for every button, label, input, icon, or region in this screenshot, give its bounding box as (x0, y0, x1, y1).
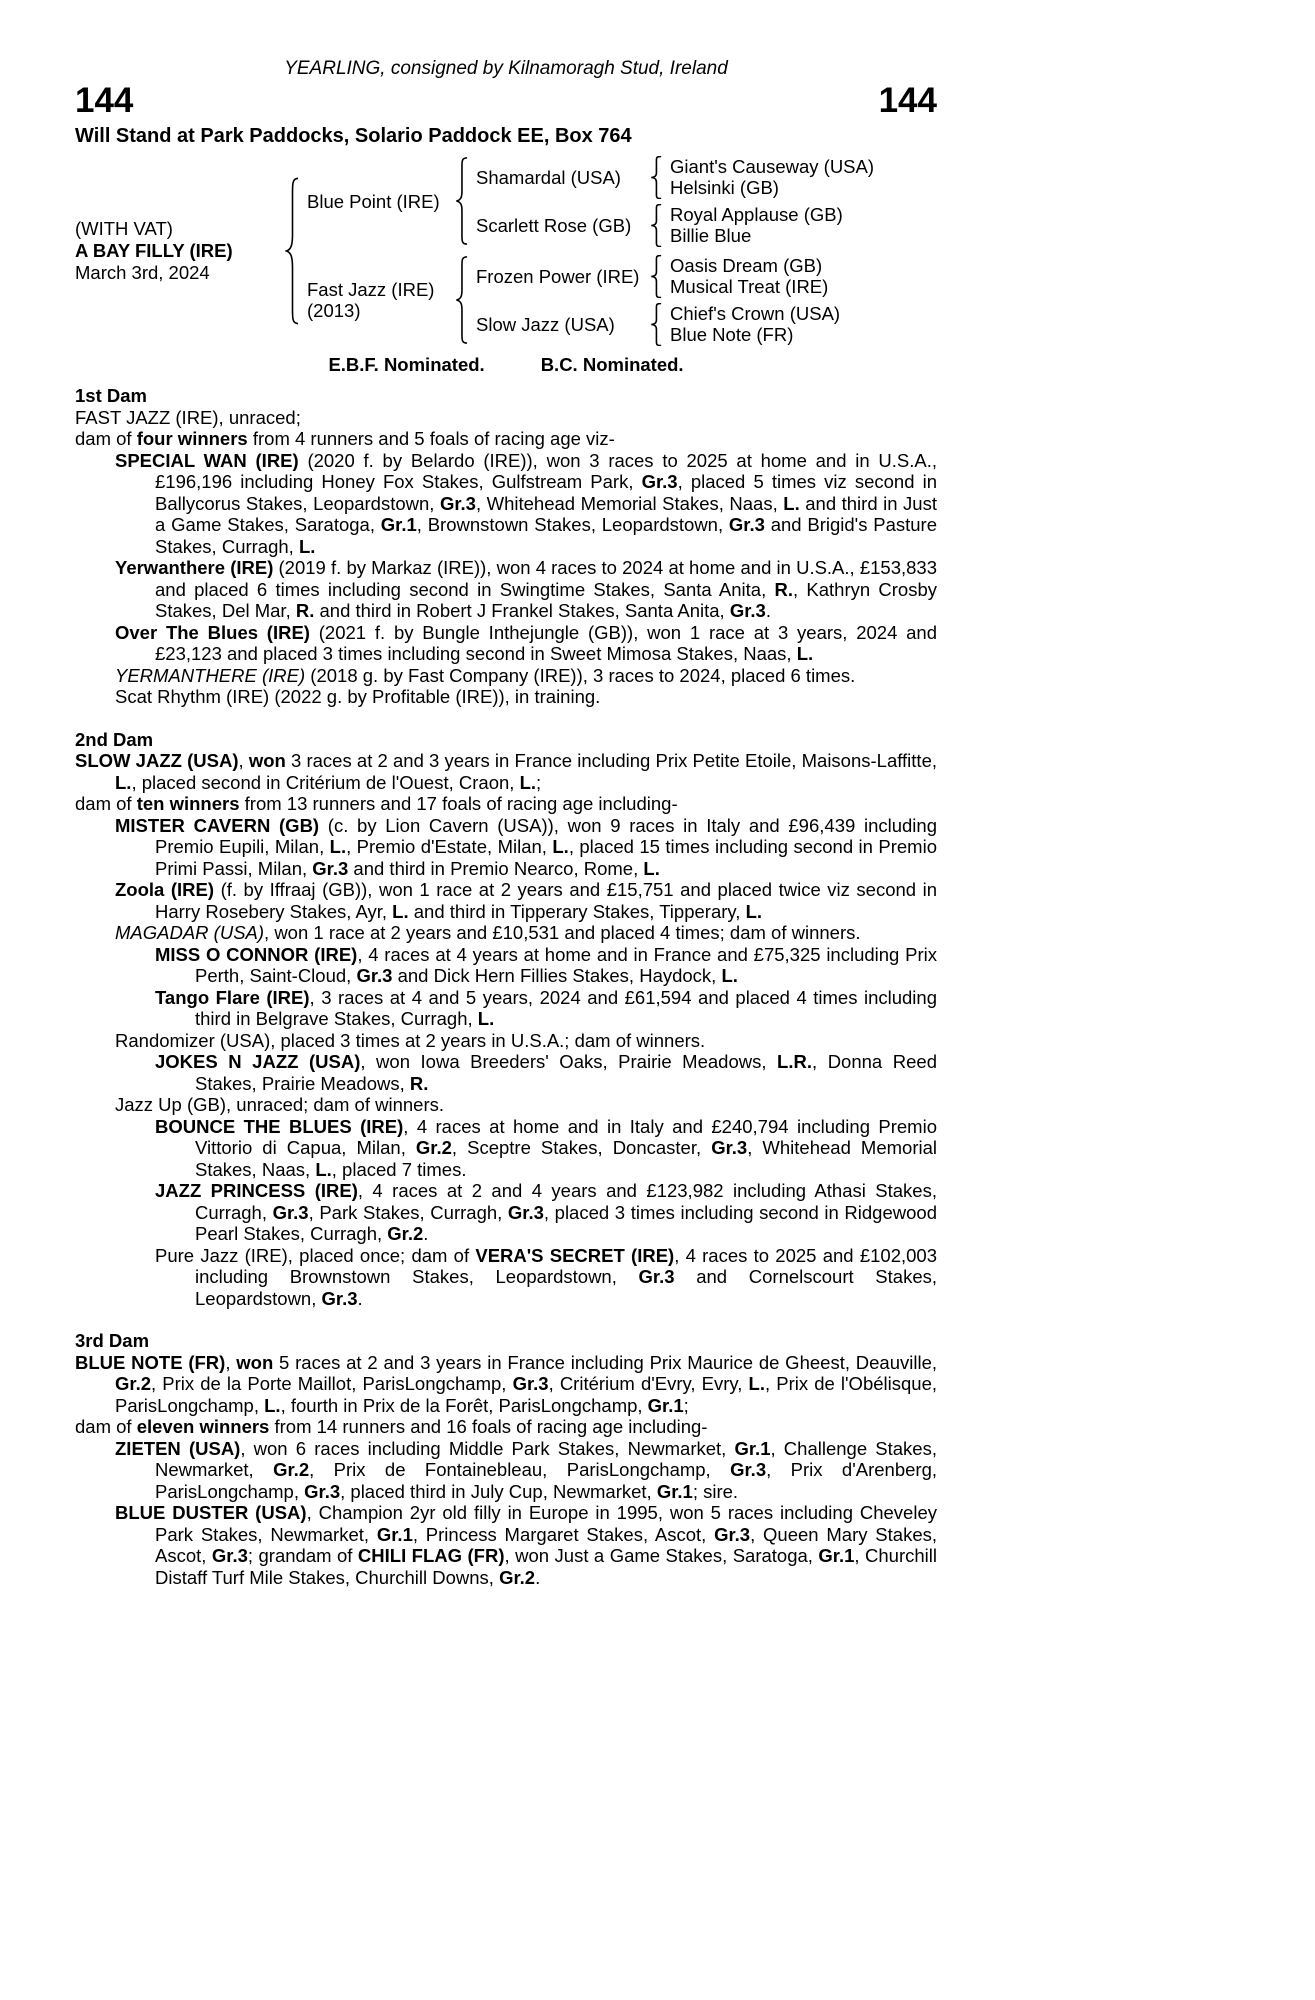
ebf-nomination: E.B.F. Nominated. (328, 353, 485, 375)
progeny-entry: Over The Blues (IRE) (2021 f. by Bungle Inthejungle (GB)), won 1 race at 3 years, 2024 and £23,123 and placed 3 times including second in Sweet Mimosa Stakes, Naas, L. (115, 621, 938, 665)
progeny-entry: Yerwanthere (IRE) (2019 f. by Markaz (IRE)), won 4 races to 2024 at home and in U.S.A., £153,833 and placed 6 times including second in Swingtime Stakes, Santa Anita, R., Kathryn Crosby Stakes, Del Mar, R. and third in Robert J Frankel Stakes, Santa Anita, Gr.3. (115, 557, 938, 622)
progeny-entry: ZIETEN (USA), won 6 races including Middle Park Stakes, Newmarket, Gr.1, Challenge Stakes, Newmarket, Gr.2, Prix de Fontainebleau, ParisLongchamp, Gr.3, Prix d'Arenberg, ParisLongchamp, Gr.3, placed third in July Cup, Newmarket, Gr.1; sire. (115, 1437, 937, 1502)
great-grandparents (670, 205, 843, 246)
dam-produce-summary: dam of eleven winners from 14 runners and 16 foals of racing age including- (75, 1416, 708, 1438)
vat-note: (WITH VAT) (75, 217, 173, 239)
grandparent-name: Slow Jazz (USA) (476, 313, 615, 335)
progeny-entry: MAGADAR (USA), won 1 race at 2 years and £10,531 and placed 4 times; dam of winners. (115, 922, 861, 944)
lot-number-right: 144 (878, 80, 937, 120)
great-grandparent-name: Royal Applause (GB) (670, 203, 843, 225)
bc-nomination: B.C. Nominated. (540, 353, 684, 375)
sire-group (307, 156, 874, 247)
section-3rd-dam (75, 1330, 937, 1588)
dam-record: SLOW JAZZ (USA), won 3 races at 2 and 3 years in France including Prix Petite Etoile, Maisons-Laffitte, L., placed second in Critérium de l'Ouest, Craon, L.; (75, 750, 938, 793)
section-heading: 3rd Dam (75, 1330, 150, 1352)
progeny-entry: Scat Rhythm (IRE) (2022 g. by Profitable (IRE)), in training. (115, 686, 601, 708)
progeny-entry: YERMANTHERE (IRE) (2018 g. by Fast Company (IRE)), 3 races to 2024, placed 6 times. (115, 664, 856, 686)
section-2nd-dam (75, 729, 937, 1310)
stand-location-line: Will Stand at Park Paddocks, Solario Paddock EE, Box 764 (75, 125, 632, 148)
progeny-entry: Pure Jazz (IRE), placed once; dam of VERA'S SECRET (IRE), 4 races to 2025 and £102,003 including Brownstown Stakes, Leopardstown, Gr.3 and Cornelscourt Stakes, Leopardstown, Gr.3. (155, 1244, 937, 1309)
grandparents-column (476, 255, 840, 346)
great-grandparent-name: Oasis Dream (GB) (670, 254, 823, 276)
progeny-entry: Zoola (IRE) (f. by Iffraaj (GB)), won 1 race at 2 years and £15,751 and placed twice viz second in Harry Rosebery Stakes, Ayr, L. and third in Tipperary Stakes, Tipperary, L. (115, 879, 937, 922)
consignor-line: YEARLING, consigned by Kilnamoragh Stud, Ireland (284, 58, 728, 79)
grandsire-group (476, 156, 874, 199)
pedigree-brace-icon (285, 177, 299, 325)
dam-name-block (307, 279, 453, 321)
pedigree-brace-icon (455, 256, 468, 344)
section-heading: 1st Dam (75, 385, 147, 407)
parents-column (307, 156, 874, 346)
foal-date: March 3rd, 2024 (75, 261, 210, 283)
progeny-entry: BOUNCE THE BLUES (IRE), 4 races at home and in Italy and £240,794 including Premio Vittorio di Capua, Milan, Gr.2, Sceptre Stakes, Doncaster, Gr.3, Whitehead Memorial Stakes, Naas, L., placed 7 times. (155, 1115, 937, 1180)
progeny-entry: JOKES N JAZZ (USA), won Iowa Breeders' Oaks, Prairie Meadows, L.R., Donna Reed Stakes, Prairie Meadows, R. (155, 1051, 937, 1094)
sire-name: Blue Point (IRE) (307, 190, 440, 212)
progeny-entry: Tango Flare (IRE), 3 races at 4 and 5 years, 2024 and £61,594 and placed 4 times including third in Belgrave Stakes, Curragh, L. (155, 986, 937, 1030)
subject-name: A BAY FILLY (IRE) (75, 239, 233, 261)
pedigree-brace-icon (650, 204, 662, 247)
great-grandparents (670, 157, 874, 198)
pedigree-text (75, 385, 937, 1588)
section-1st-dam (75, 385, 937, 708)
great-grandparent-name: Helsinki (GB) (670, 176, 779, 198)
grandparent-name: Shamardal (USA) (476, 166, 621, 188)
dam-name: Fast Jazz (IRE) (307, 279, 435, 301)
progeny-entry: BLUE DUSTER (USA), Champion 2yr old filly in Europe in 1995, won 5 races including Cheveley Park Stakes, Newmarket, Gr.1, Princess Margaret Stakes, Ascot, Gr.3, Queen Mary Stakes, Ascot, Gr.3; grandam of CHILI FLAG (FR), won Just a Game Stakes, Saratoga, Gr.1, Churchill Distaff Turf Mile Stakes, Churchill Downs, Gr.2. (115, 1502, 938, 1588)
progeny-entry: Randomizer (USA), placed 3 times at 2 years in U.S.A.; dam of winners. (115, 1029, 706, 1051)
dam-record: FAST JAZZ (IRE), unraced; (75, 406, 301, 428)
subject-info (75, 218, 283, 284)
granddam-group (476, 204, 874, 247)
progeny-entry: SPECIAL WAN (IRE) (2020 f. by Belardo (IRE)), won 3 races to 2025 at home and in U.S.A., £196,196 including Honey Fox Stakes, Gulfstream Park, Gr.3, placed 5 times viz second in Ballycorus Stakes, Leopardstown, Gr.3, Whitehead Memorial Stakes, Naas, L. and third in Just a Game Stakes, Saratoga, Gr.1, Brownstown Stakes, Leopardstown, Gr.3 and Brigid's Pasture Stakes, Curragh, L. (115, 449, 938, 557)
lot-number-left: 144 (75, 80, 134, 120)
great-grandparent-name: Musical Treat (IRE) (670, 275, 829, 297)
great-grandparent-name: Giant's Causeway (USA) (670, 155, 875, 177)
great-grandparents (670, 256, 828, 297)
great-grandparent-name: Chief's Crown (USA) (670, 302, 841, 324)
great-grandparent-name: Billie Blue (670, 224, 752, 246)
pedigree-brace-icon (455, 157, 468, 245)
pedigree-brace-icon (650, 255, 662, 298)
great-grandparents (670, 304, 840, 345)
pedigree-brace-icon (650, 156, 662, 199)
progeny-entry: MISS O CONNOR (IRE), 4 races at 4 years at home and in France and £75,325 including Prix Perth, Saint-Cloud, Gr.3 and Dick Hern Fillies Stakes, Haydock, L. (155, 943, 937, 987)
progeny-entry: MISTER CAVERN (GB) (c. by Lion Cavern (USA)), won 9 races in Italy and £96,439 including Premio Eupili, Milan, L., Premio d'Estate, Milan, L., placed 15 times including second in Premio Primi Passi, Milan, Gr.3 and third in Premio Nearco, Rome, L. (115, 814, 937, 879)
page-content (75, 58, 937, 1588)
lot-number-row (75, 80, 937, 120)
great-grandparent-name: Blue Note (FR) (670, 323, 794, 345)
grandparent-name: Scarlett Rose (GB) (476, 214, 632, 236)
grandparents-column (476, 156, 874, 247)
section-heading: 2nd Dam (75, 728, 154, 750)
granddam-group (476, 303, 840, 346)
pedigree-table (75, 156, 937, 346)
nominations-line (75, 354, 937, 376)
progeny-entry: JAZZ PRINCESS (IRE), 4 races at 2 and 4 years and £123,982 including Athasi Stakes, Curragh, Gr.3, Park Stakes, Curragh, Gr.3, placed 3 times including second in Ridgewood Pearl Stakes, Curragh, Gr.2. (155, 1180, 937, 1245)
grandparent-name: Frozen Power (IRE) (476, 265, 640, 287)
grandsire-group (476, 255, 840, 298)
dam-year: (2013) (307, 300, 361, 322)
dam-group (307, 255, 874, 346)
pedigree-brace-icon (650, 303, 662, 346)
progeny-entry: Jazz Up (GB), unraced; dam of winners. (115, 1094, 445, 1116)
dam-produce-summary: dam of ten winners from 13 runners and 17 foals of racing age including- (75, 793, 678, 815)
dam-produce-summary: dam of four winners from 4 runners and 5 foals of racing age viz- (75, 428, 615, 450)
dam-record: BLUE NOTE (FR), won 5 races at 2 and 3 years in France including Prix Maurice de Gheest, Deauville, Gr.2, Prix de la Porte Maillot, ParisLongchamp, Gr.3, Critérium d'Evry, Evry, L., Prix de l'Obélisque, ParisLongchamp, L., fourth in Prix de la Forêt, ParisLongchamp, Gr.1; (75, 1351, 937, 1416)
